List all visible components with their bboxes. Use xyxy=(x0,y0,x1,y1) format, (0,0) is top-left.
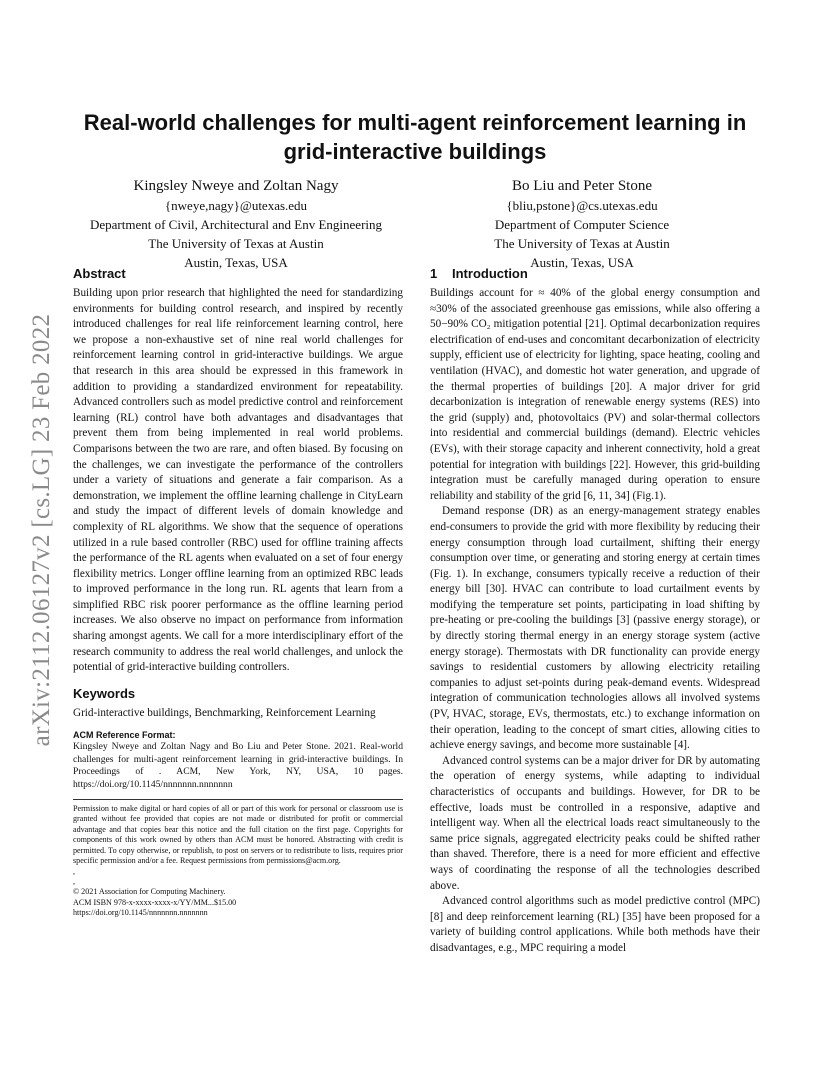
author-email: {nweye,nagy}@utexas.edu xyxy=(164,198,308,213)
arxiv-identifier-sidebar xyxy=(18,290,66,770)
author-names: Bo Liu and Peter Stone xyxy=(512,178,652,194)
acm-reference-heading: ACM Reference Format: xyxy=(73,730,176,741)
intro-paragraph-3: Advanced control systems can be a major driver for DR by automating the operation of energy systems, while adapting to individual characteristics of occupants and buildings. However, for DR to be effective, loads must be controlled in a responsive, adaptive and intelligent way. When all the electrical loads react simultaneously to the same price signals, aggregated electricity peaks could be shifted rather than shaved. Therefore, there is a need for more efficient and effective ways of coordinating the response of all the technologies described above. xyxy=(430,754,760,892)
author-block-1 xyxy=(66,176,406,272)
right-column xyxy=(430,266,760,957)
intro-paragraph-1: Buildings account for ≈ 40% of the global energy consumption and ≈30% of the associated greenhouse gas emissions, while also offering a 50−90% CO₂ mitigation potential [21]. Optimal decarbonization requires electrification of end-uses and concomitant decarbonization of electricity supply, efficient use of electricity for lighting, space heating, cooling and ventilation (HVAC), and domestic hot water generation, and upgrade of the thermal properties of buildings [20]. A major driver for grid decarbonization is integration of renewable energy systems (RES) into the grid (supply) and, photovoltaics (PV) and solar-thermal collectors into residential and commercial buildings (demand). Electric vehicles (EVs), with their storage capacity and inherent connectivity, hold a great potential for integration with buildings [22]. However, this grid-building integration must be carefully managed during operation to ensure reliability and stability of the grid [6, 11, 34] (Fig.1). xyxy=(430,287,760,502)
author-email: {bliu,pstone}@cs.utexas.edu xyxy=(506,198,658,213)
keywords-heading: Keywords xyxy=(73,685,136,701)
abstract-text: Building upon prior research that highlighted the need for standardizing environments for building control research, and inspired by recently introduced challenges for real life reinforcement learning control, here we propose a non-exhaustive set of nine real world challenges for reinforcement learning control in grid-interactive buildings. We argue that research in this area should be expressed in this framework in addition to providing a standardized environment for repeatability. Advanced controllers such as model predictive control and reinforcement learning (RL) control have both advantages and disadvantages that prevent them from being implemented in real world problems. Comparisons between the two are rare, and often biased. By focusing on the challenges, we can investigate the performance of the controllers under a variety of situations and generate a fair comparison. As a demonstration, we implement the offline learning challenge in CityLearn and study the impact of different levels of domain knowledge and complexity of RL algorithms. We show that the sequence of operations utilized in a rule based controller (RBC) used for offline training affects the performance of the RL agents when evaluated on a set of four energy flexibility metrics. Longer offline learning from an optimized RBC leads to improved performance in the long run. RL agents that learn from a simplified RBC risk poorer performance as the offline learning period increases. We also observe no impact on performance from information sharing amongst agents. We call for a more interdisciplinary effort of the research community to address the real world challenges, and unlock the potential of grid-interactive building controllers. xyxy=(73,287,403,674)
conference-blank-1: , xyxy=(73,866,76,876)
author-block-2 xyxy=(412,176,752,272)
arxiv-id: arXiv:2112.06127v2 [cs.LG] 23 Feb 2022 xyxy=(28,313,55,747)
section-title: Introduction xyxy=(452,266,528,281)
isbn-line: ACM ISBN 978-x-xxxx-xxxx-x/YY/MM...$15.00 xyxy=(73,897,237,907)
author-university: The University of Texas at Austin xyxy=(148,236,324,251)
conference-blank-2: , xyxy=(73,876,76,886)
left-column xyxy=(73,266,403,919)
author-location: Austin, Texas, USA xyxy=(530,255,634,270)
author-department: Department of Civil, Architectural and Env Engineering xyxy=(89,217,383,232)
paper-title: Real-world challenges for multi-agent reinforcement learning in grid-interactive buildings xyxy=(83,110,747,164)
author-department: Department of Computer Science xyxy=(494,217,670,232)
abstract-heading: Abstract xyxy=(73,266,126,281)
author-names: Kingsley Nweye and Zoltan Nagy xyxy=(133,178,339,194)
intro-paragraph-4: Advanced control algorithms such as model predictive control (MPC) [8] and deep reinforcement learning (RL) [35] have been proposed for a variety of building control applications. While both methods have their disadvantages, e.g., MPC requiring a model xyxy=(430,895,760,954)
author-university: The University of Texas at Austin xyxy=(494,236,670,251)
section-number: 1 xyxy=(430,266,438,281)
doi-link[interactable]: https://doi.org/10.1145/nnnnnnn.nnnnnnn xyxy=(73,908,208,918)
permission-notice: Permission to make digital or hard copies of all or part of this work for personal or classroom use is granted without fee provided that copies are not made or distributed for profit or commercial advantage and that copies bear this notice and the full citation on the first page. Copyrights for components of this work owned by others than ACM must be honored. Abstracting with credit is permitted. To copy otherwise, or republish, to post on servers or to redistribute to lists, requires prior specific permission and/or a fee. Request permissions from permissions@acm.org. xyxy=(73,804,403,866)
author-location: Austin, Texas, USA xyxy=(184,255,288,270)
keywords-text: Grid-interactive buildings, Benchmarking, Reinforcement Learning xyxy=(73,706,376,719)
acm-reference-text: Kingsley Nweye and Zoltan Nagy and Bo Liu and Peter Stone. 2021. Real-world challenges for multi-agent reinforcement learning in grid-interactive buildings. In Proceedings of . ACM, New York, NY, USA, 10 pages. https://doi.org/10.1145/nnnnnnn.nnnnnnn xyxy=(73,741,403,790)
introduction-heading xyxy=(430,266,760,282)
intro-paragraph-2: Demand response (DR) as an energy-management strategy enables end-consumers to provide the grid with more flexibility by reducing their energy consumption through load curtailment, shifting their energy consumption over time, or generating and storing energy at certain times (Fig. 1). In exchange, consumers typically receive a reduction of their energy bill [30]. HVAC can contribute to load curtailment events by modifying the temperature set points, participating in load shifting by pre-heating or pre-cooling the buildings [3] (passive energy storage), or by directly storing thermal energy in an energy storage system (active energy storage). Thermostats with DR functionality can provide energy savings to residential customers by allowing electricity retailing companies to adjust set-points during peak-demand events. Widespread integration of communication technologies allows all involved systems (PV, HVAC, storage, EVs, thermostats, etc.) to exchange information on their operation, leading to the concept of smart cities, allowing cities to achieve energy savings, and become more sustainable [4]. xyxy=(430,505,760,752)
copyright-line: © 2021 Association for Computing Machinery. xyxy=(73,887,226,897)
footnote-divider xyxy=(73,799,403,800)
